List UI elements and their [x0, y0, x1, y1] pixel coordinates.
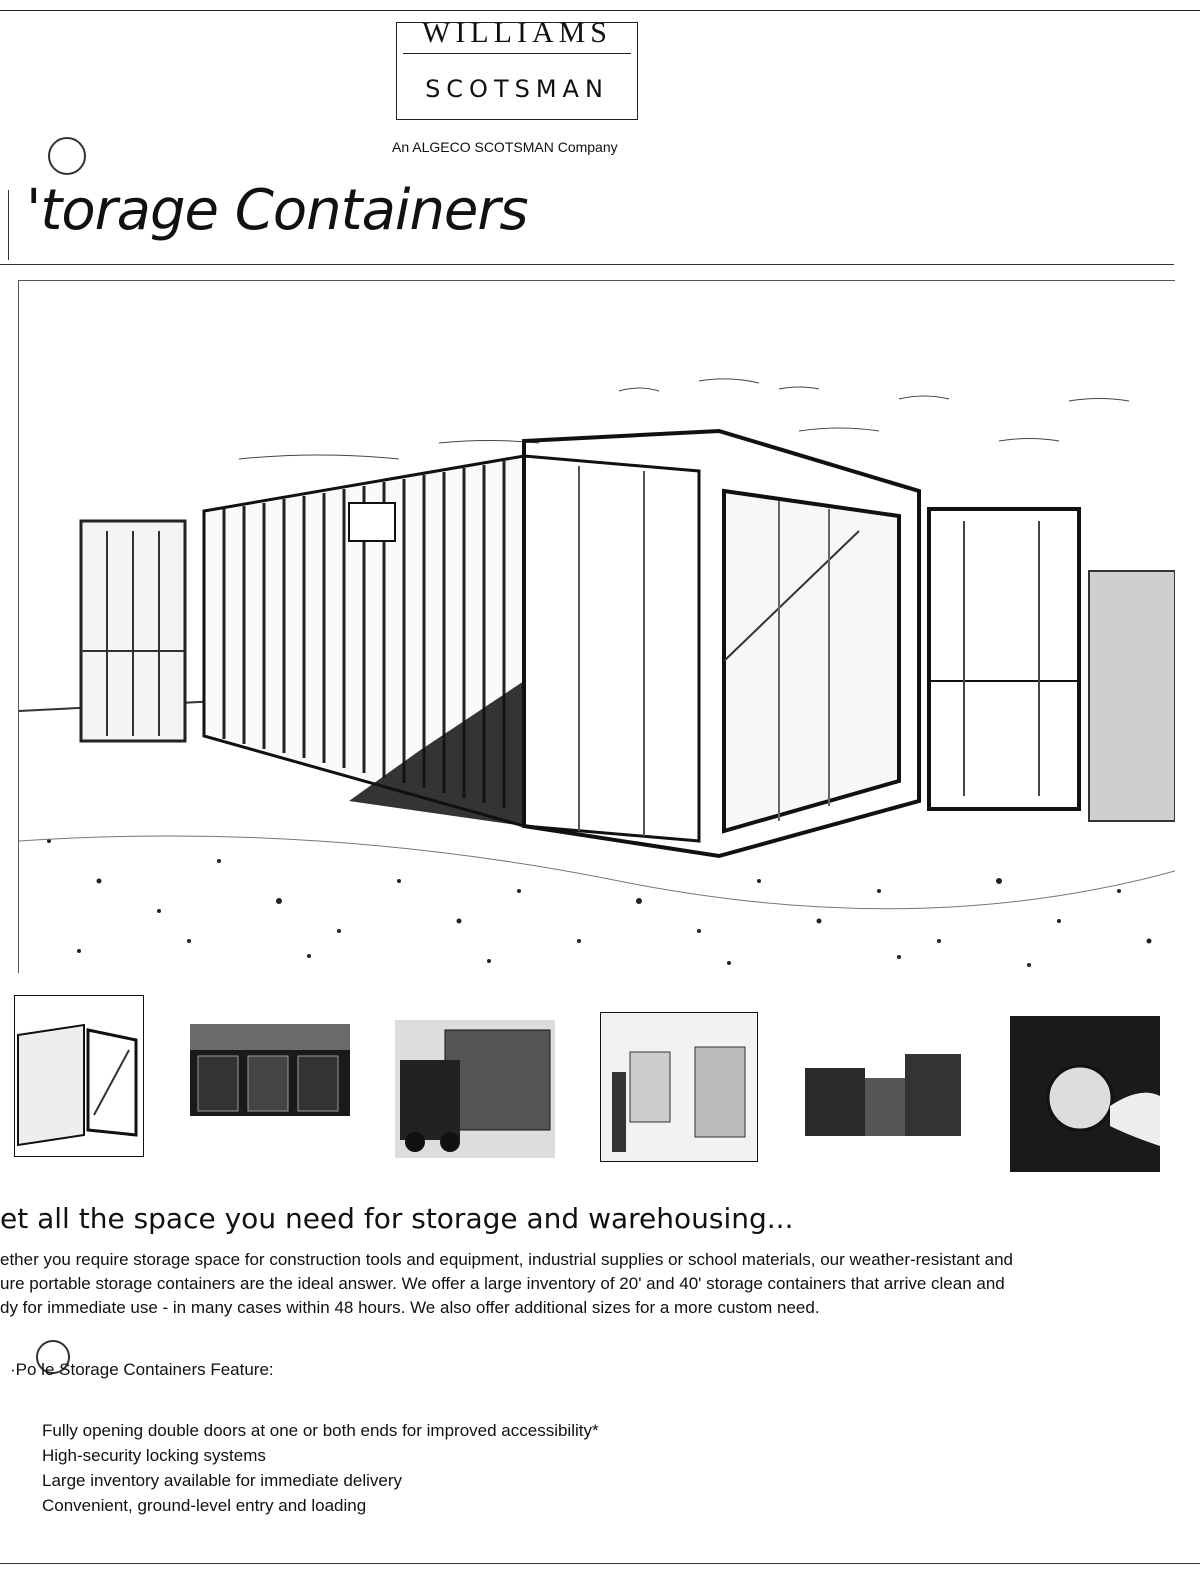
open-container-thumbnail	[14, 995, 144, 1157]
list-item: Convenient, ground-level entry and loading	[42, 1496, 367, 1515]
title-rule	[0, 264, 1174, 265]
paragraph-line: ether you require storage space for construction tools and equipment, industrial supplies or school materials, our weather-resistant and	[0, 1250, 1013, 1269]
paragraph-line: ure portable storage containers are the ideal answer. We offer a large inventory of 20' and 40' storage containers that arrive clean and	[0, 1274, 1005, 1293]
williams-scotsman-logo	[396, 22, 638, 120]
list-item: Large inventory available for immediate delivery	[42, 1471, 403, 1490]
features-heading: ·Po le Storage Containers Feature:	[10, 1360, 274, 1379]
stacked-containers-thumbnail-image	[805, 1048, 961, 1140]
padlock-thumbnail	[1010, 1016, 1160, 1172]
paragraph-line: dy for immediate use - in many cases within 48 hours. We also offer additional sizes for a more custom need.	[0, 1298, 820, 1317]
storage-container-illustration	[19, 281, 1175, 973]
logo-wordmark-top: WILLIAMS	[403, 23, 631, 54]
intro-paragraph	[0, 1248, 1160, 1320]
warehouse-interior-thumbnail	[600, 1012, 758, 1162]
list-item: High-security locking systems	[42, 1446, 266, 1465]
logo-wordmark-bottom: SCOTSMAN	[425, 75, 609, 103]
punch-hole-icon	[48, 137, 86, 175]
padlock-thumbnail-image	[1010, 1016, 1160, 1172]
container-row-thumbnail	[190, 1024, 350, 1116]
container-row-thumbnail-image	[190, 1024, 350, 1116]
open-container-thumbnail-image	[14, 995, 144, 1157]
section-heading: et all the space you need for storage and warehousing...	[0, 1202, 794, 1235]
small-container-left	[81, 521, 185, 741]
warehouse-interior-thumbnail-image	[600, 1012, 758, 1162]
bottom-rule	[0, 1563, 1200, 1564]
forklift-loading-thumbnail	[395, 1020, 555, 1158]
hero-photo	[18, 280, 1175, 973]
forklift-loading-thumbnail-image	[395, 1020, 555, 1158]
list-item: Fully opening double doors at one or both ends for improved accessibility*	[42, 1421, 599, 1440]
left-margin-rule	[8, 190, 9, 260]
company-tagline: An ALGECO SCOTSMAN Company	[392, 139, 618, 155]
top-rule	[0, 10, 1200, 11]
page-title: 'torage Containers	[26, 178, 528, 243]
features-list	[42, 1418, 599, 1518]
stacked-containers-thumbnail	[805, 1048, 961, 1140]
